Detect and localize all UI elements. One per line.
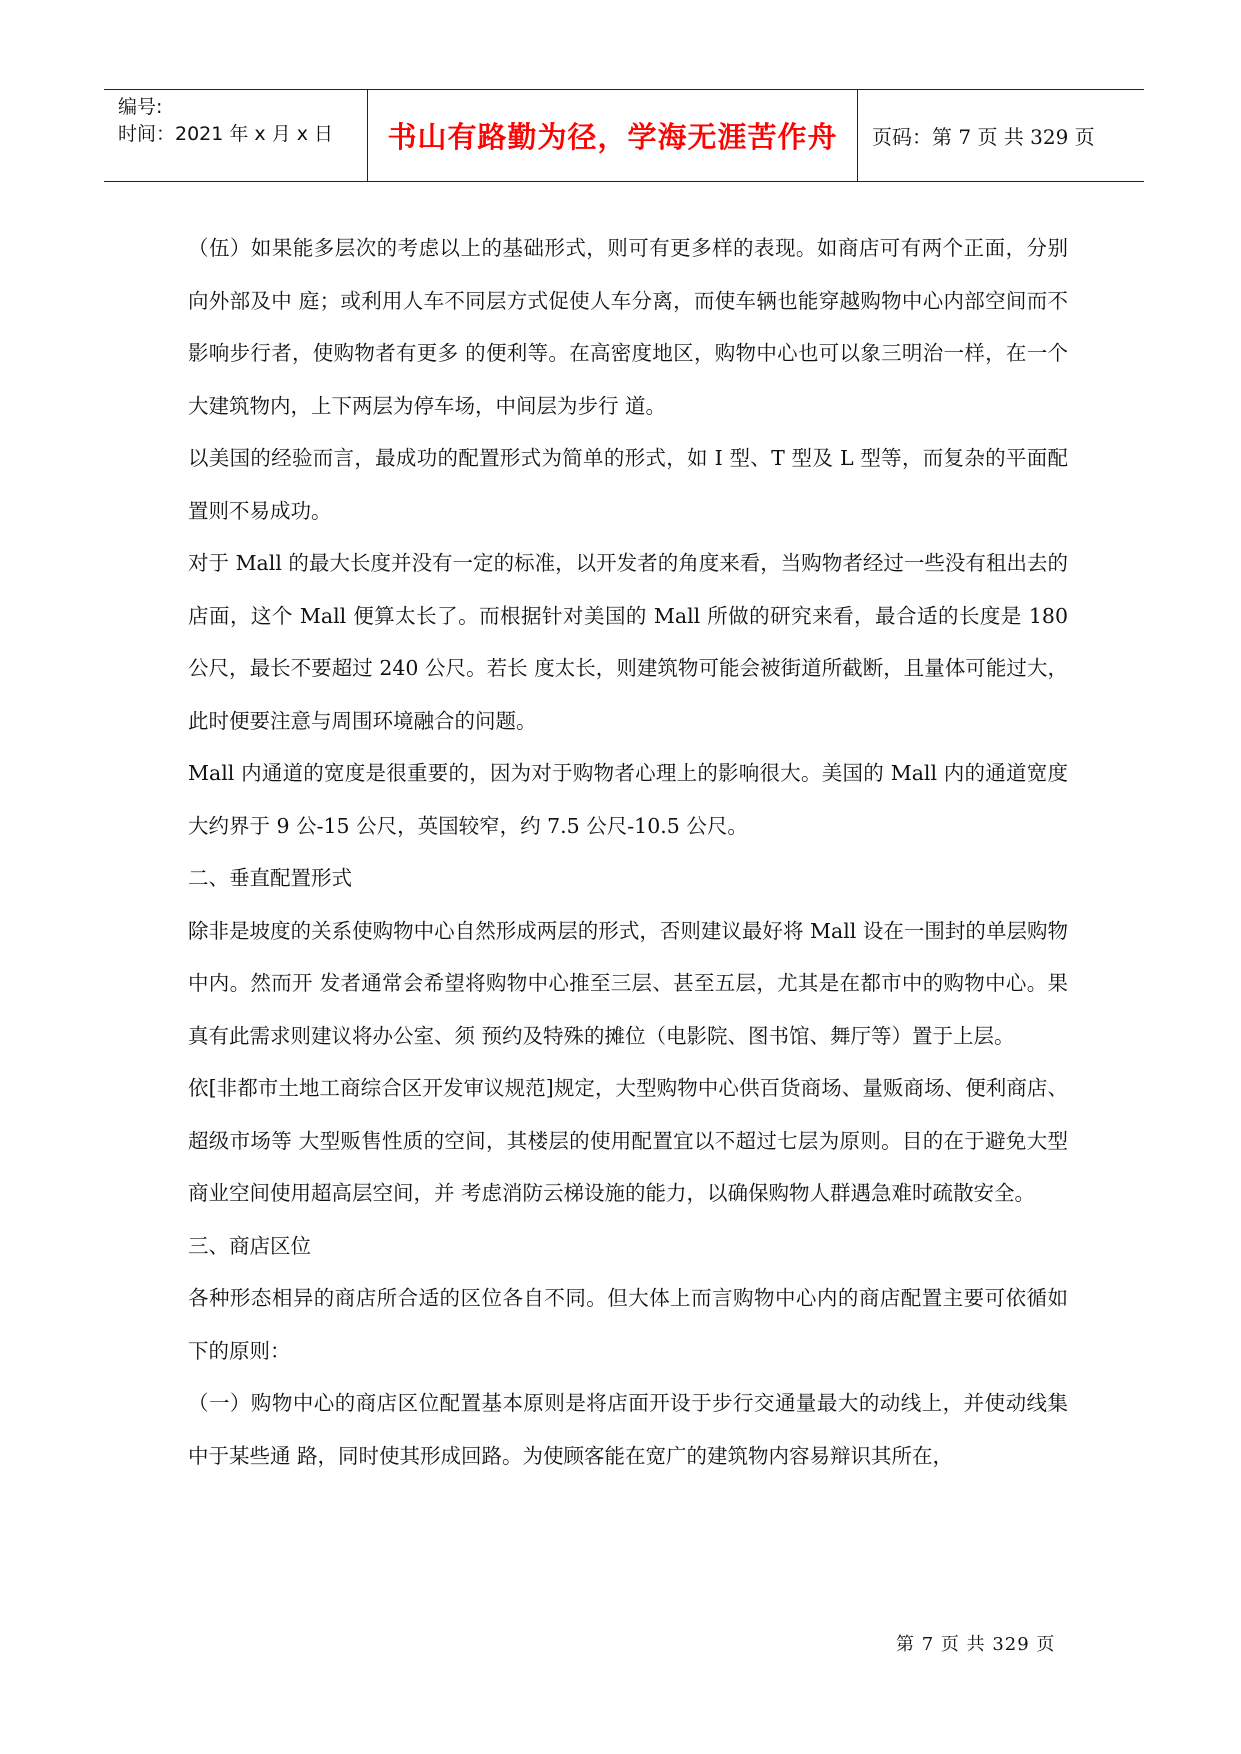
section-heading: 三、商店区位: [188, 1233, 311, 1258]
paragraph: 依[非都市土地工商综合区开发审议规范]规定，大型购物中心供百货商场、量贩商场、便利商店、超级市场等 大型贩售性质的空间，其楼层的使用配置宜以不超过七层为原则。目的在于避免大型商业空间使用超高层空间，并 考虑消防云梯设施的能力，以确保购物人群遇急难时疏散安全。: [188, 1076, 1068, 1205]
section-heading: 二、垂直配置形式: [188, 866, 352, 890]
paragraph: 以美国的经验而言，最成功的配置形式为简单的形式，如 I 型、T 型及 L 型等，而复杂的平面配置则不易成功。: [188, 446, 1068, 523]
document-date: 时间：2021 年 x 月 x 日: [118, 123, 334, 145]
header-motto: 书山有路勤为径，学海无涯苦作舟: [368, 90, 858, 181]
paragraph: 各种形态相异的商店所合适的区位各自不同。但大体上而言购物中心内的商店配置主要可依循如下的原则：: [188, 1286, 1068, 1363]
header-meta: [104, 90, 368, 181]
document-body: [188, 222, 1068, 1482]
document-number: 编号:: [118, 96, 163, 118]
paragraph: 除非是坡度的关系使购物中心自然形成两层的形式，否则建议最好将 Mall 设在一围封的单层购物中内。然而开 发者通常会希望将购物中心推至三层、甚至五层，尤其是在都市中的购物中心。果真有此需求则建议将办公室、须 预约及特殊的摊位（电影院、图书馆、舞厅等）置于上层。: [188, 918, 1068, 1048]
paragraph: （伍）如果能多层次的考虑以上的基础形式，则可有更多样的表现。如商店可有两个正面，分别向外部及中 庭；或利用人车不同层方式促使人车分离，而使车辆也能穿越购物中心内部空间而不影响步行者，使购物者有更多 的便利等。在高密度地区，购物中心也可以象三明治一样，在一个大建筑物内，上下两层为停车场，中间层为步行 道。: [188, 236, 1068, 418]
paragraph: Mall 内通道的宽度是很重要的，因为对于购物者心理上的影响很大。美国的 Mall 内的通道宽度大约界于 9 公-15 公尺，英国较窄，约 7.5 公尺-10.5 公尺。: [188, 761, 1068, 838]
paragraph: （一）购物中心的商店区位配置基本原则是将店面开设于步行交通量最大的动线上，并使动线集中于某些通 路，同时使其形成回路。为使顾客能在宽广的建筑物内容易辩识其所在，: [188, 1391, 1068, 1468]
page-header: [104, 89, 1144, 182]
paragraph: 对于 Mall 的最大长度并没有一定的标准，以开发者的角度来看，当购物者经过一些没有租出去的店面，这个 Mall 便算太长了。而根据针对美国的 Mall 所做的研究来看，最合适的长度是 180 公尺，最长不要超过 240 公尺。若长 度太长，则建筑物可能会被街道所截断，且量体可能过大，此时便要注意与周围环境融合的问题。: [188, 551, 1068, 733]
page-footer: 第 7 页 共 329 页: [896, 1634, 1056, 1655]
header-page-code: 页码：第 7 页 共 329 页: [872, 125, 1095, 149]
